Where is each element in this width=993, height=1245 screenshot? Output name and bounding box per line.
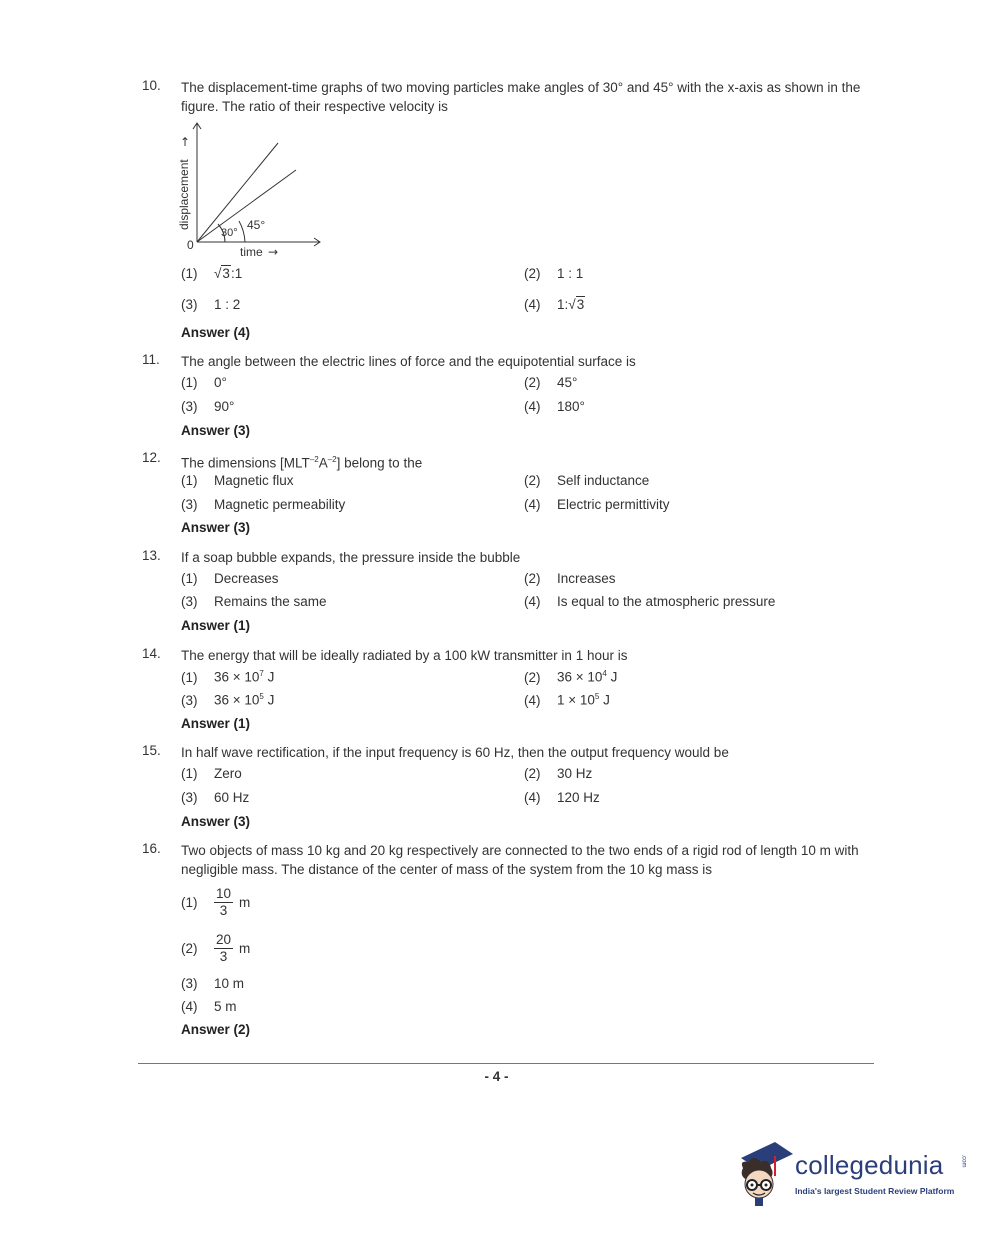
sqrt-icon: √ (568, 297, 576, 312)
option-2: (2) Self inductance (524, 473, 650, 488)
option-3: (3) Magnetic permeability (181, 497, 346, 512)
option-2: (2) 1 : 1 (524, 266, 584, 281)
angle-45-label: 45° (247, 218, 266, 232)
option-3: (3) 10 m (181, 976, 245, 991)
y-axis-arrow-icon: ↑ (180, 135, 191, 149)
answer: Answer (1) (181, 618, 251, 633)
answer: Answer (3) (181, 814, 251, 829)
option-1: (1) √3:1 (181, 266, 243, 281)
option-2: (2) Increases (524, 571, 616, 586)
x-axis-label: time (240, 245, 263, 259)
displacement-time-figure (170, 118, 330, 263)
option-4: (4) 5 m (181, 999, 237, 1014)
option-4: (4) $1 \times 10^5$ J (524, 692, 610, 708)
option-2: (2) 30 Hz (524, 766, 593, 781)
option-4: (4) Is equal to the atmospheric pressure (524, 594, 776, 609)
x-axis-arrow-icon: → (268, 245, 279, 259)
option-1: (1) $\frac{10}{3}$ m (181, 886, 251, 918)
option-1: (1) Magnetic flux (181, 473, 294, 488)
option-4: (4) 120 Hz (524, 790, 600, 805)
collegedunia-logo (735, 1140, 965, 1210)
logo-com: .com (960, 1154, 967, 1168)
y-axis-label: displacement (177, 159, 191, 230)
footer-divider (138, 1063, 874, 1064)
angle-30-label: 30° (221, 227, 238, 239)
question-text: The displacement-time graphs of two moving particles make angles of 30° and 45° with the x-axis as shown in the figure. The ratio of their respective velocity is (181, 80, 861, 114)
option-4: (4) Electric permittivity (524, 497, 670, 512)
option-3: (3) 60 Hz (181, 790, 250, 805)
logo-wordmark: collegedunia (795, 1150, 944, 1180)
option-4: (4) 1:√3 (524, 297, 585, 312)
option-4: (4) 180° (524, 399, 585, 414)
option-3: (3) 1 : 2 (181, 297, 241, 312)
sqrt-icon: √ (214, 266, 222, 281)
option-2: (2) $\frac{20}{3}$ m (181, 932, 251, 964)
origin-label: 0 (187, 238, 194, 252)
answer: Answer (3) (181, 520, 251, 535)
option-2: (2) $36 \times 10^4$ J (524, 669, 618, 685)
option-1: (1) 0° (181, 375, 227, 390)
option-3: (3) 90° (181, 399, 235, 414)
option-3: (3) $36 \times 10^5$ J (181, 692, 275, 708)
option-3: (3) Remains the same (181, 594, 327, 609)
option-2: (2) 45° (524, 375, 578, 390)
answer: Answer (1) (181, 716, 251, 731)
option-1: (1) Zero (181, 766, 242, 781)
answer: Answer (3) (181, 423, 251, 438)
option-1: (1) $36 \times 10^7$ J (181, 669, 275, 685)
logo-tagline: India's largest Student Review Platform (795, 1186, 955, 1196)
mascot-icon (735, 1140, 795, 1210)
option-1: (1) Decreases (181, 571, 279, 586)
answer: Answer (4) (181, 325, 251, 340)
question-number: 10. (142, 78, 161, 93)
answer: Answer (2) (181, 1022, 251, 1037)
page-number: - 4 - (484, 1069, 509, 1084)
